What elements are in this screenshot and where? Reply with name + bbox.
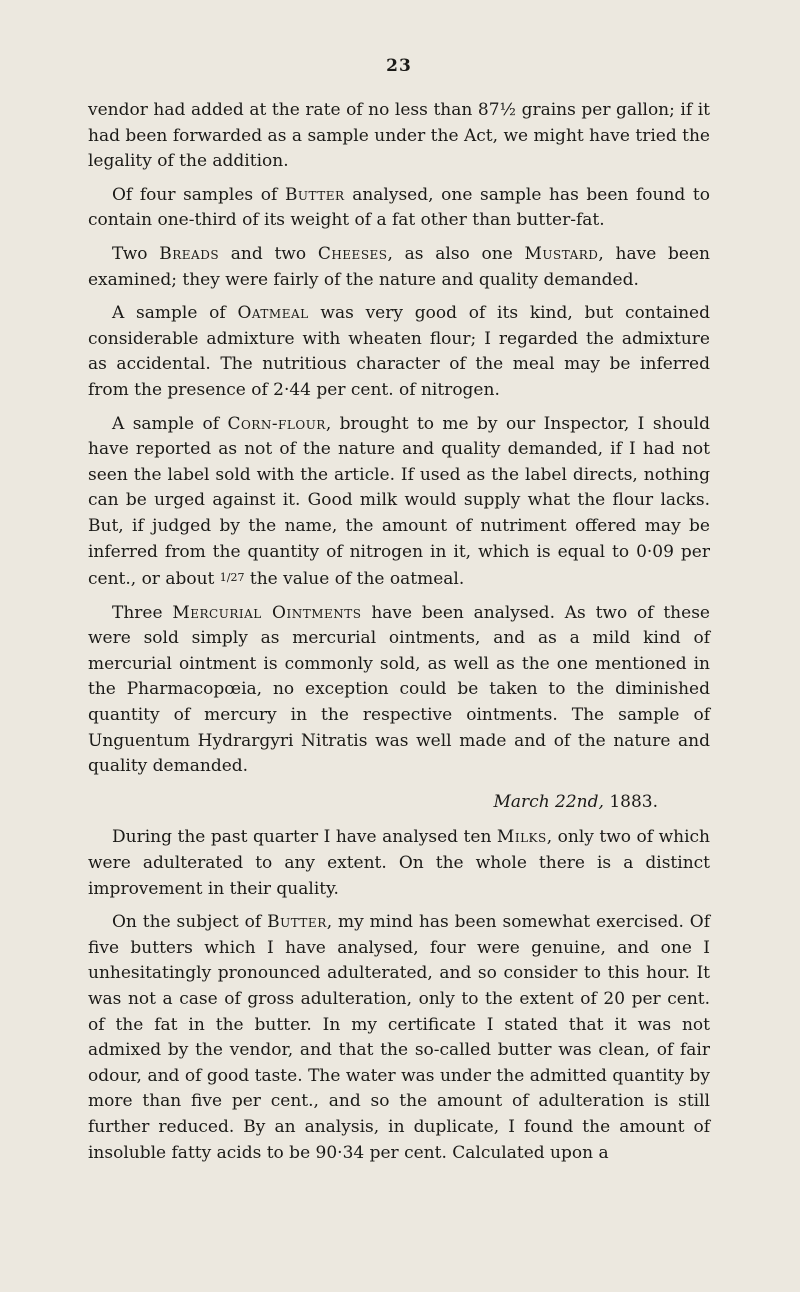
paragraph-breads-cheeses: Two Breads and two Cheeses, as also one Mustard, have been examined; they were fairly of the nature and quality demanded. [88, 243, 710, 290]
paragraph-mercurial-ointments: Three Mercurial Ointments have been analysed. As two of these were sold simply as mercurial ointments, and as a mild kind of mercurial ointment is commonly sold, as well as the one mentioned in the Pharmacopœia, no exception could be taken to the diminished quantity of mercury in the respective ointments. The sample of Unguentum Hydrargyri Nitratis was well made and of the nature and quality demanded. [88, 602, 710, 777]
paragraph-butter-analysis: On the subject of Butter, my mind has been somewhat exercised. Of five butters which I have analysed, four were genuine, and one I unhesitatingly pronounced adulterated, and so consider to this hour. It was not a case of gross adulteration, only to the extent of 20 per cent. of the fat in the butter. In my certificate I stated that it was not admixed by the vendor, and that the so-called butter was clean, of fair odour, and of good taste. The water was under the admitted quantity by more than five per cent., and so the amount of adulteration is still further reduced. By an analysis, in duplicate, I found the amount of insoluble fatty acids to be 90·34 per cent. Calculated upon a [88, 912, 710, 1163]
report-date: March 22nd, 1883. [493, 791, 658, 812]
fraction: 1/27 [219, 571, 245, 585]
paragraph-1: vendor had added at the rate of no less than 87½ grains per gallon; if it had been forwarded as a sample under the Act, we might have tried the legality of the addition. [88, 100, 710, 172]
page-number: 23 [386, 56, 412, 76]
paragraph-milks: During the past quarter I have analysed ten Milks, only two of which were adulterated to any extent. On the whole there is a distinct improvement in their quality. [88, 827, 711, 899]
paragraph-corn-flour: A sample of Corn-flour, brought to me by our Inspector, I should have reported as not of the nature and quality demanded, if I had not seen the label sold with the article. If used as the label directs, nothing can be urged against it. Good milk would supply what the flour lacks. But, if judged by the name, the amount of nutriment offered may be inferred from the quantity of nitrogen in it, which is equal to 0·09 per cent., or about 1/27 the value of the oatmeal. [88, 413, 710, 590]
paragraph-oatmeal: A sample of Oatmeal was very good of its kind, but contained considerable admixture with wheaten flour; I regarded the admixture as accidental. The nutritious character of the meal may be inferred from the presence of 2·44 per cent. of nitrogen. [88, 303, 710, 400]
paragraph-butter-samples: Of four samples of Butter analysed, one sample has been found to contain one-third of its weight of a fat other than butter-fat. [88, 184, 710, 231]
